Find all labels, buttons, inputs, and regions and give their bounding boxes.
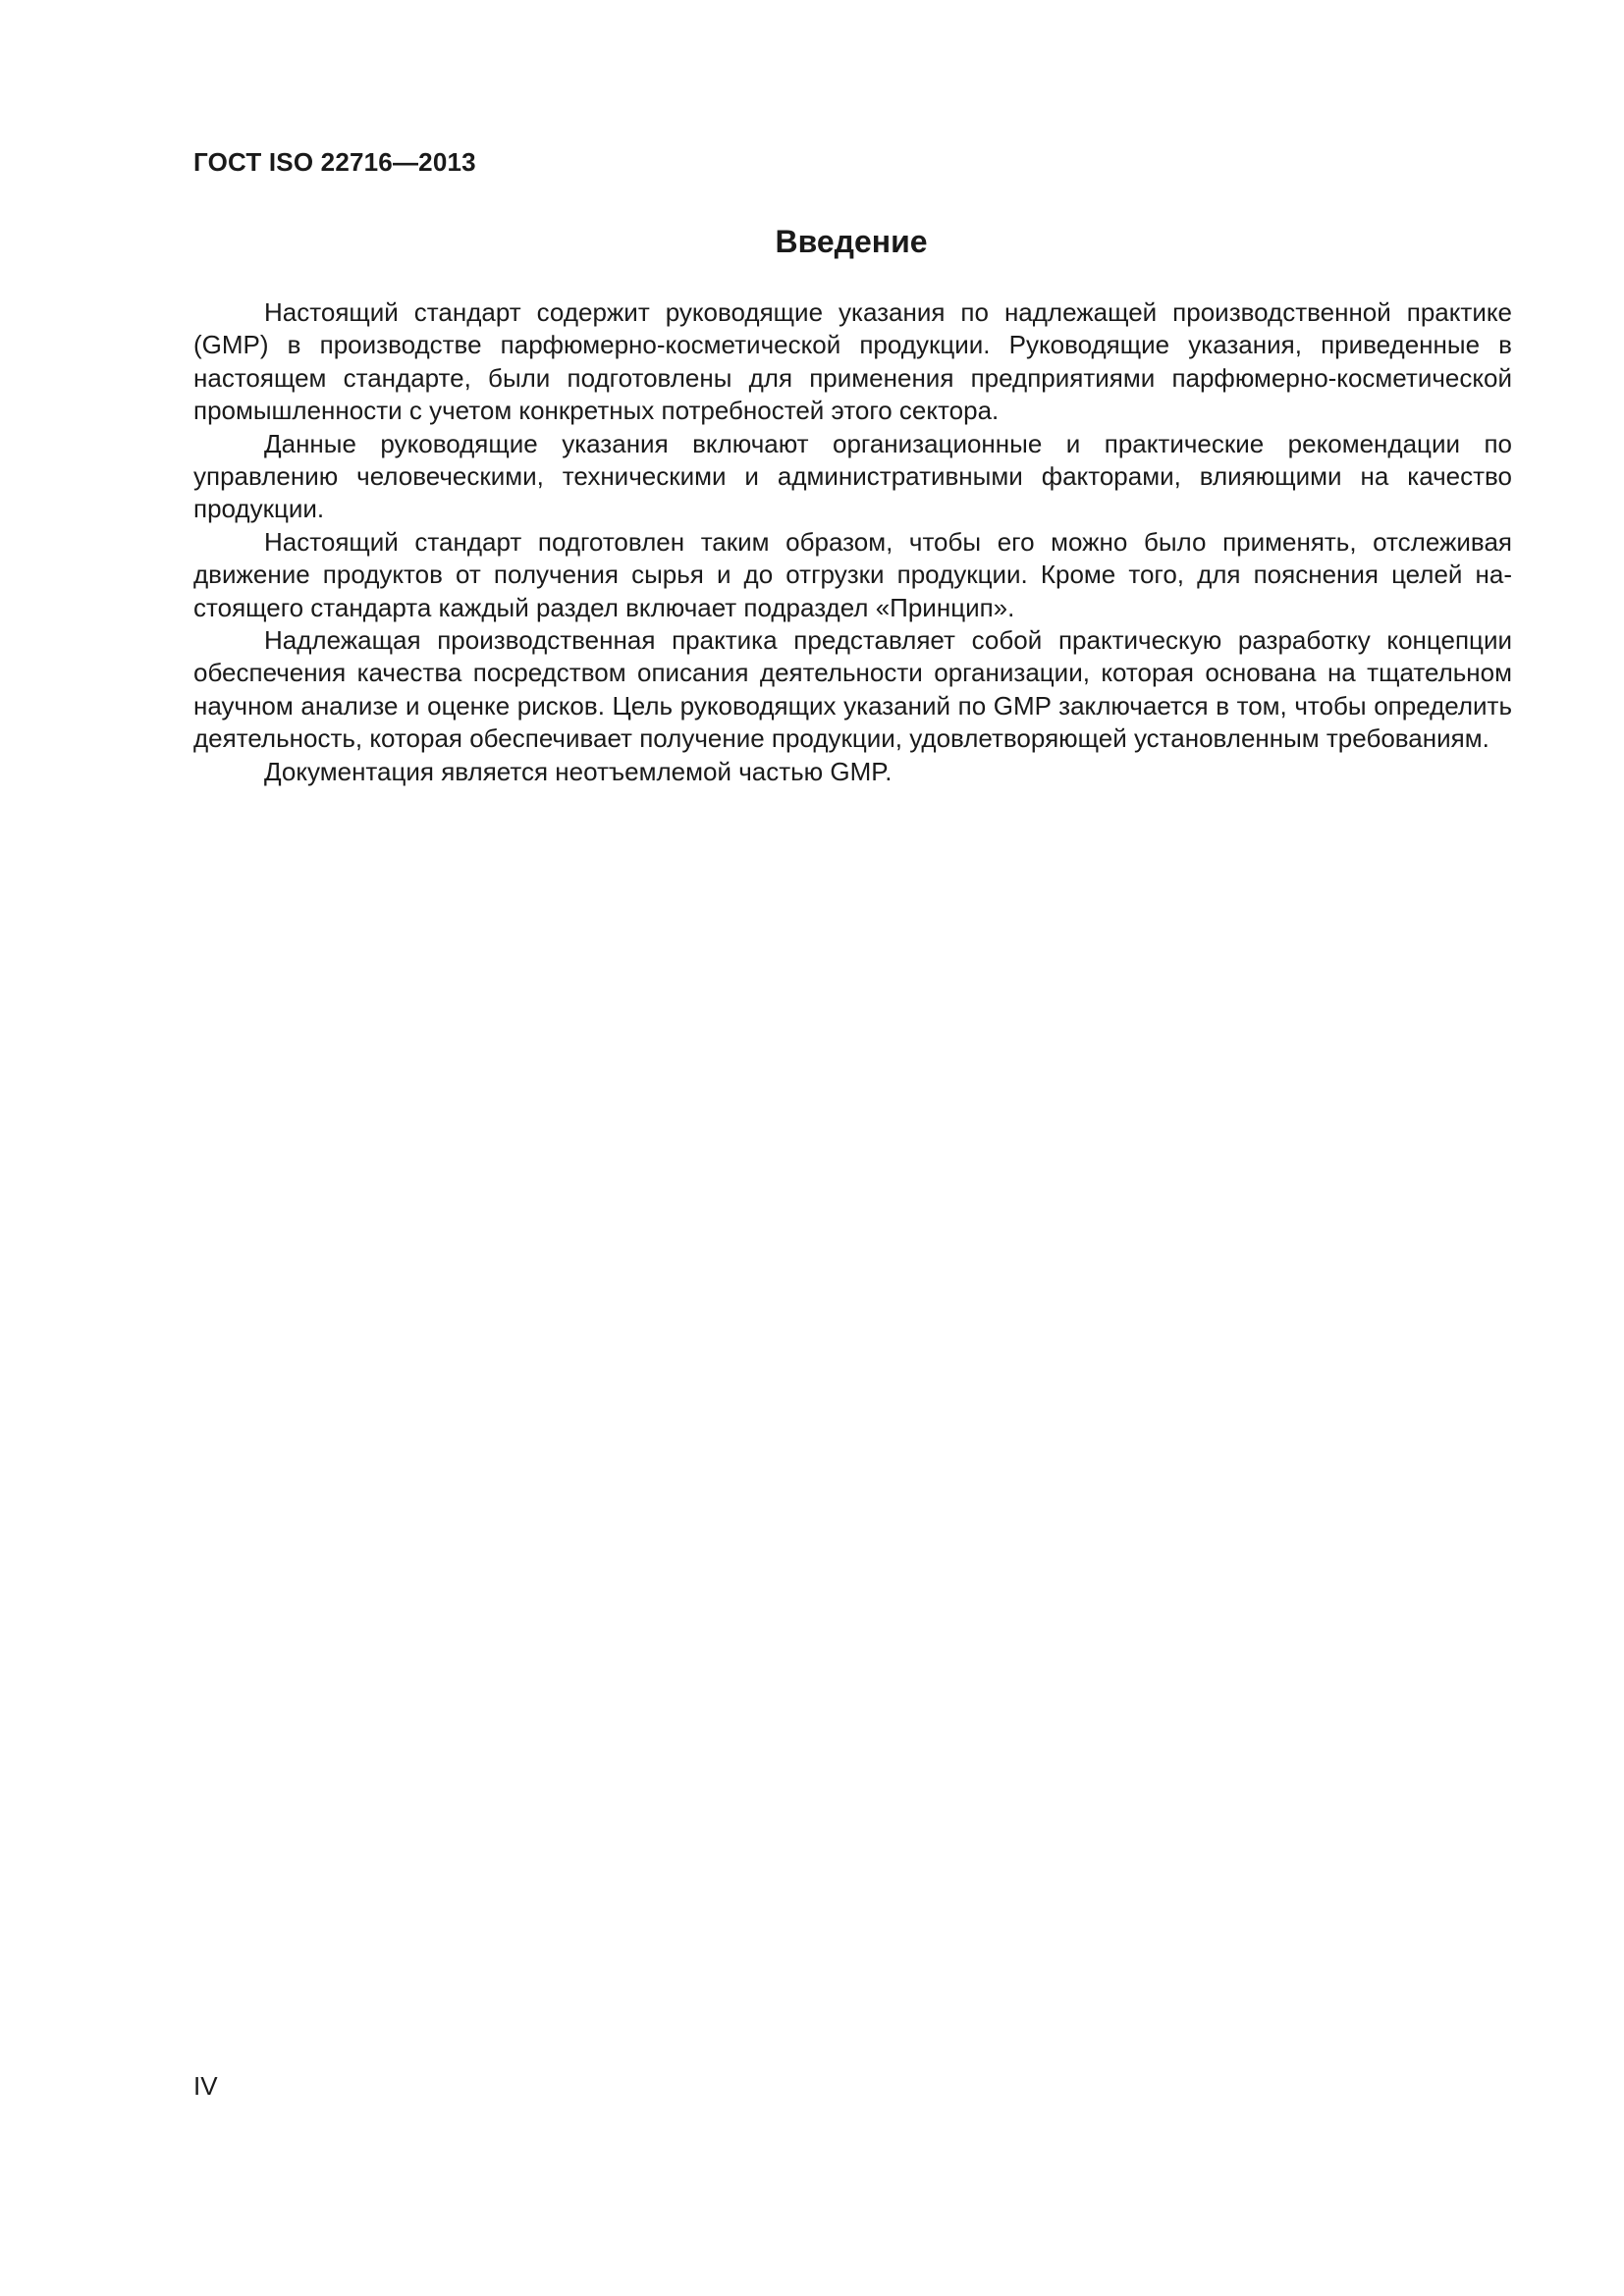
paragraph-1: Настоящий стандарт содержит руководящие указания по надлежащей производственной практике (GMP) в производстве парфюмерно-косметической продукции. Руководящие указания, приведенные в настоящем стандарте, были подготовлены для применения предприятиями парфюмерно-косметической промышленности с учетом конкретных потребностей этого сектора. — [193, 297, 1512, 426]
section-body — [193, 296, 1512, 788]
paragraph-2: Данные руководящие указания включают организационные и практические рекомендации по управлению человеческими, техническими и административными факторами, влияющими на качество продукции. — [193, 428, 1512, 524]
page-number: IV — [193, 2071, 218, 2101]
document-header-id: ГОСТ ISO 22716—2013 — [193, 147, 476, 177]
paragraph-3: Настоящий стандарт подготовлен таким образом, чтобы его можно было применять, отслеживая движение продуктов от получения сырья и до отгрузки продукции. Кроме того, для пояснения целей настоящего стандарта каждый раздел включает подраздел «Принцип». — [193, 526, 1512, 622]
paragraph-4: Надлежащая производственная практика представляет собой практическую разработку концепции обеспечения качества посредством описания деятельности организации, которая основана на тщательном научном анализе и оценке рисков. Цель руководящих указаний по GMP заключается в том, чтобы определить деятельность, которая обеспечивает получение продукции, удовлетворяющей установленным требованиям. — [193, 625, 1512, 754]
section-title: Введение — [775, 224, 928, 259]
paragraph-5: Документация является неотъемлемой частью GMP. — [264, 756, 893, 786]
